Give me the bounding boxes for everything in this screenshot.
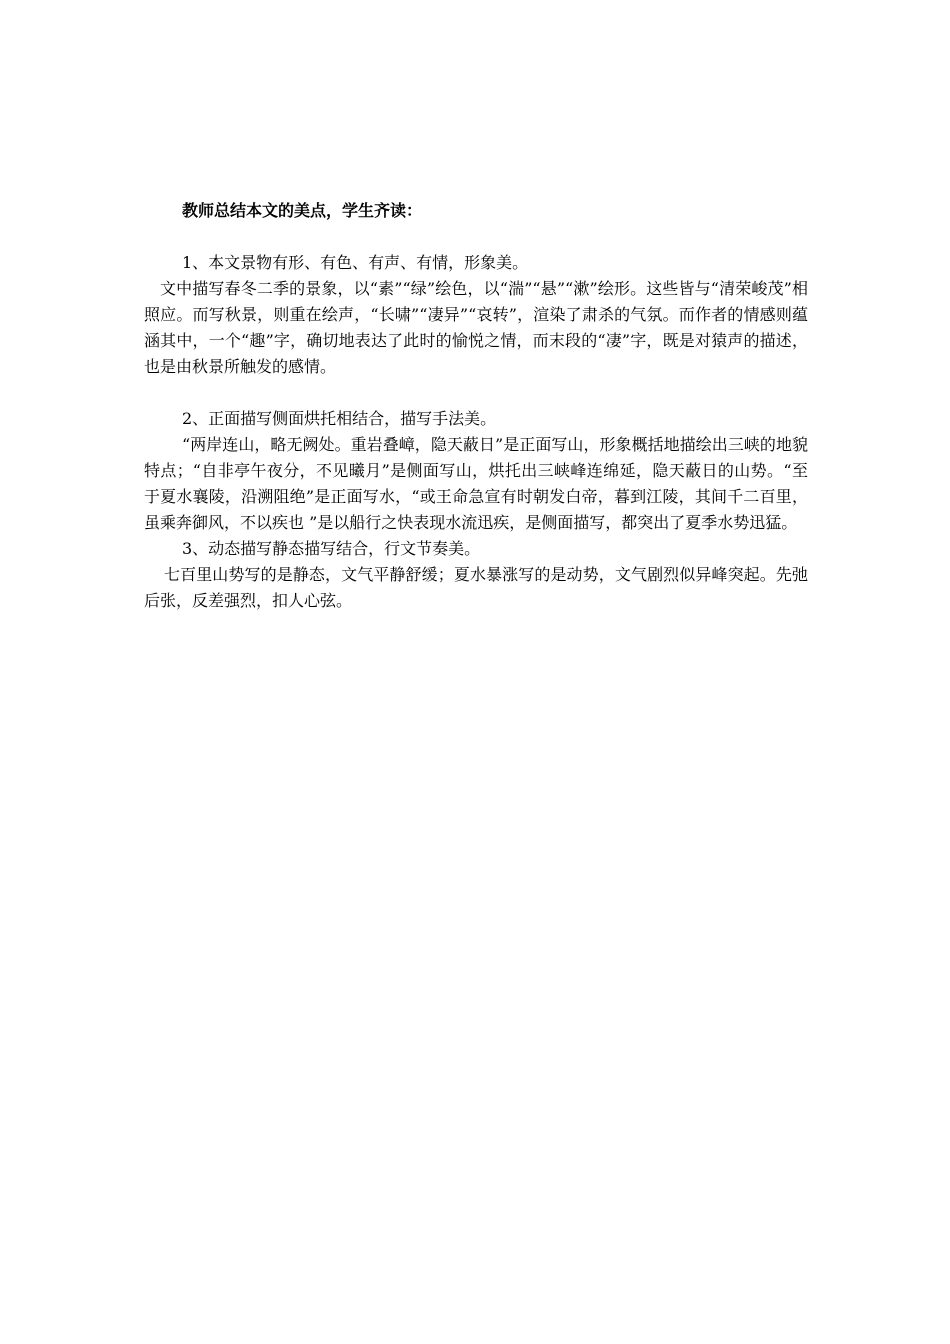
point-3-title: 3、动态描写静态描写结合，行文节奏美。 [182,539,481,558]
summary-heading: 教师总结本文的美点，学生齐读： [182,201,423,220]
document-body [144,198,808,614]
point-2-title: 2、正面描写侧面烘托相结合，描写手法美。 [182,409,497,428]
spacer [144,380,808,406]
point-1-text: 文中描写春冬二季的景象，以“素”“绿”绘色，以“湍”“悬”“漱”绘形。这些皆与“清荣峻茂”相照应。而写秋景，则重在绘声，“长啸”“凄异”“哀转”，渲染了肃杀的气氛。而作者的情感则蕴涵其中，一个“趣”字，确切地表达了此时的愉悦之情，而末段的“凄”字，既是对猿声的描述，也是由秋景所触发的感情。 [144,279,808,376]
spacer [144,224,808,250]
point-1-title: 1、本文景物有形、有色、有声、有情，形象美。 [182,253,529,272]
point-3-text: 七百里山势写的是静态，文气平静舒缓；夏水暴涨写的是动势，文气剧烈似异峰突起。先弛后张，反差强烈，扣人心弦。 [144,565,808,610]
point-2-text: “两岸连山，略无阙处。重岩叠嶂，隐天蔽日”是正面写山，形象概括地描绘出三峡的地貌特点；“自非亭午夜分，不见曦月”是侧面写山，烘托出三峡峰连绵延，隐天蔽日的山势。“至于夏水襄陵，沿溯阻绝”是正面写水，“或王命急宣有时朝发白帝，暮到江陵，其间千二百里，虽乘奔御风，不以疾也 ”是以船行之快表现水流迅疾，是侧面描写，都突出了夏季水势迅猛。 [144,435,808,532]
